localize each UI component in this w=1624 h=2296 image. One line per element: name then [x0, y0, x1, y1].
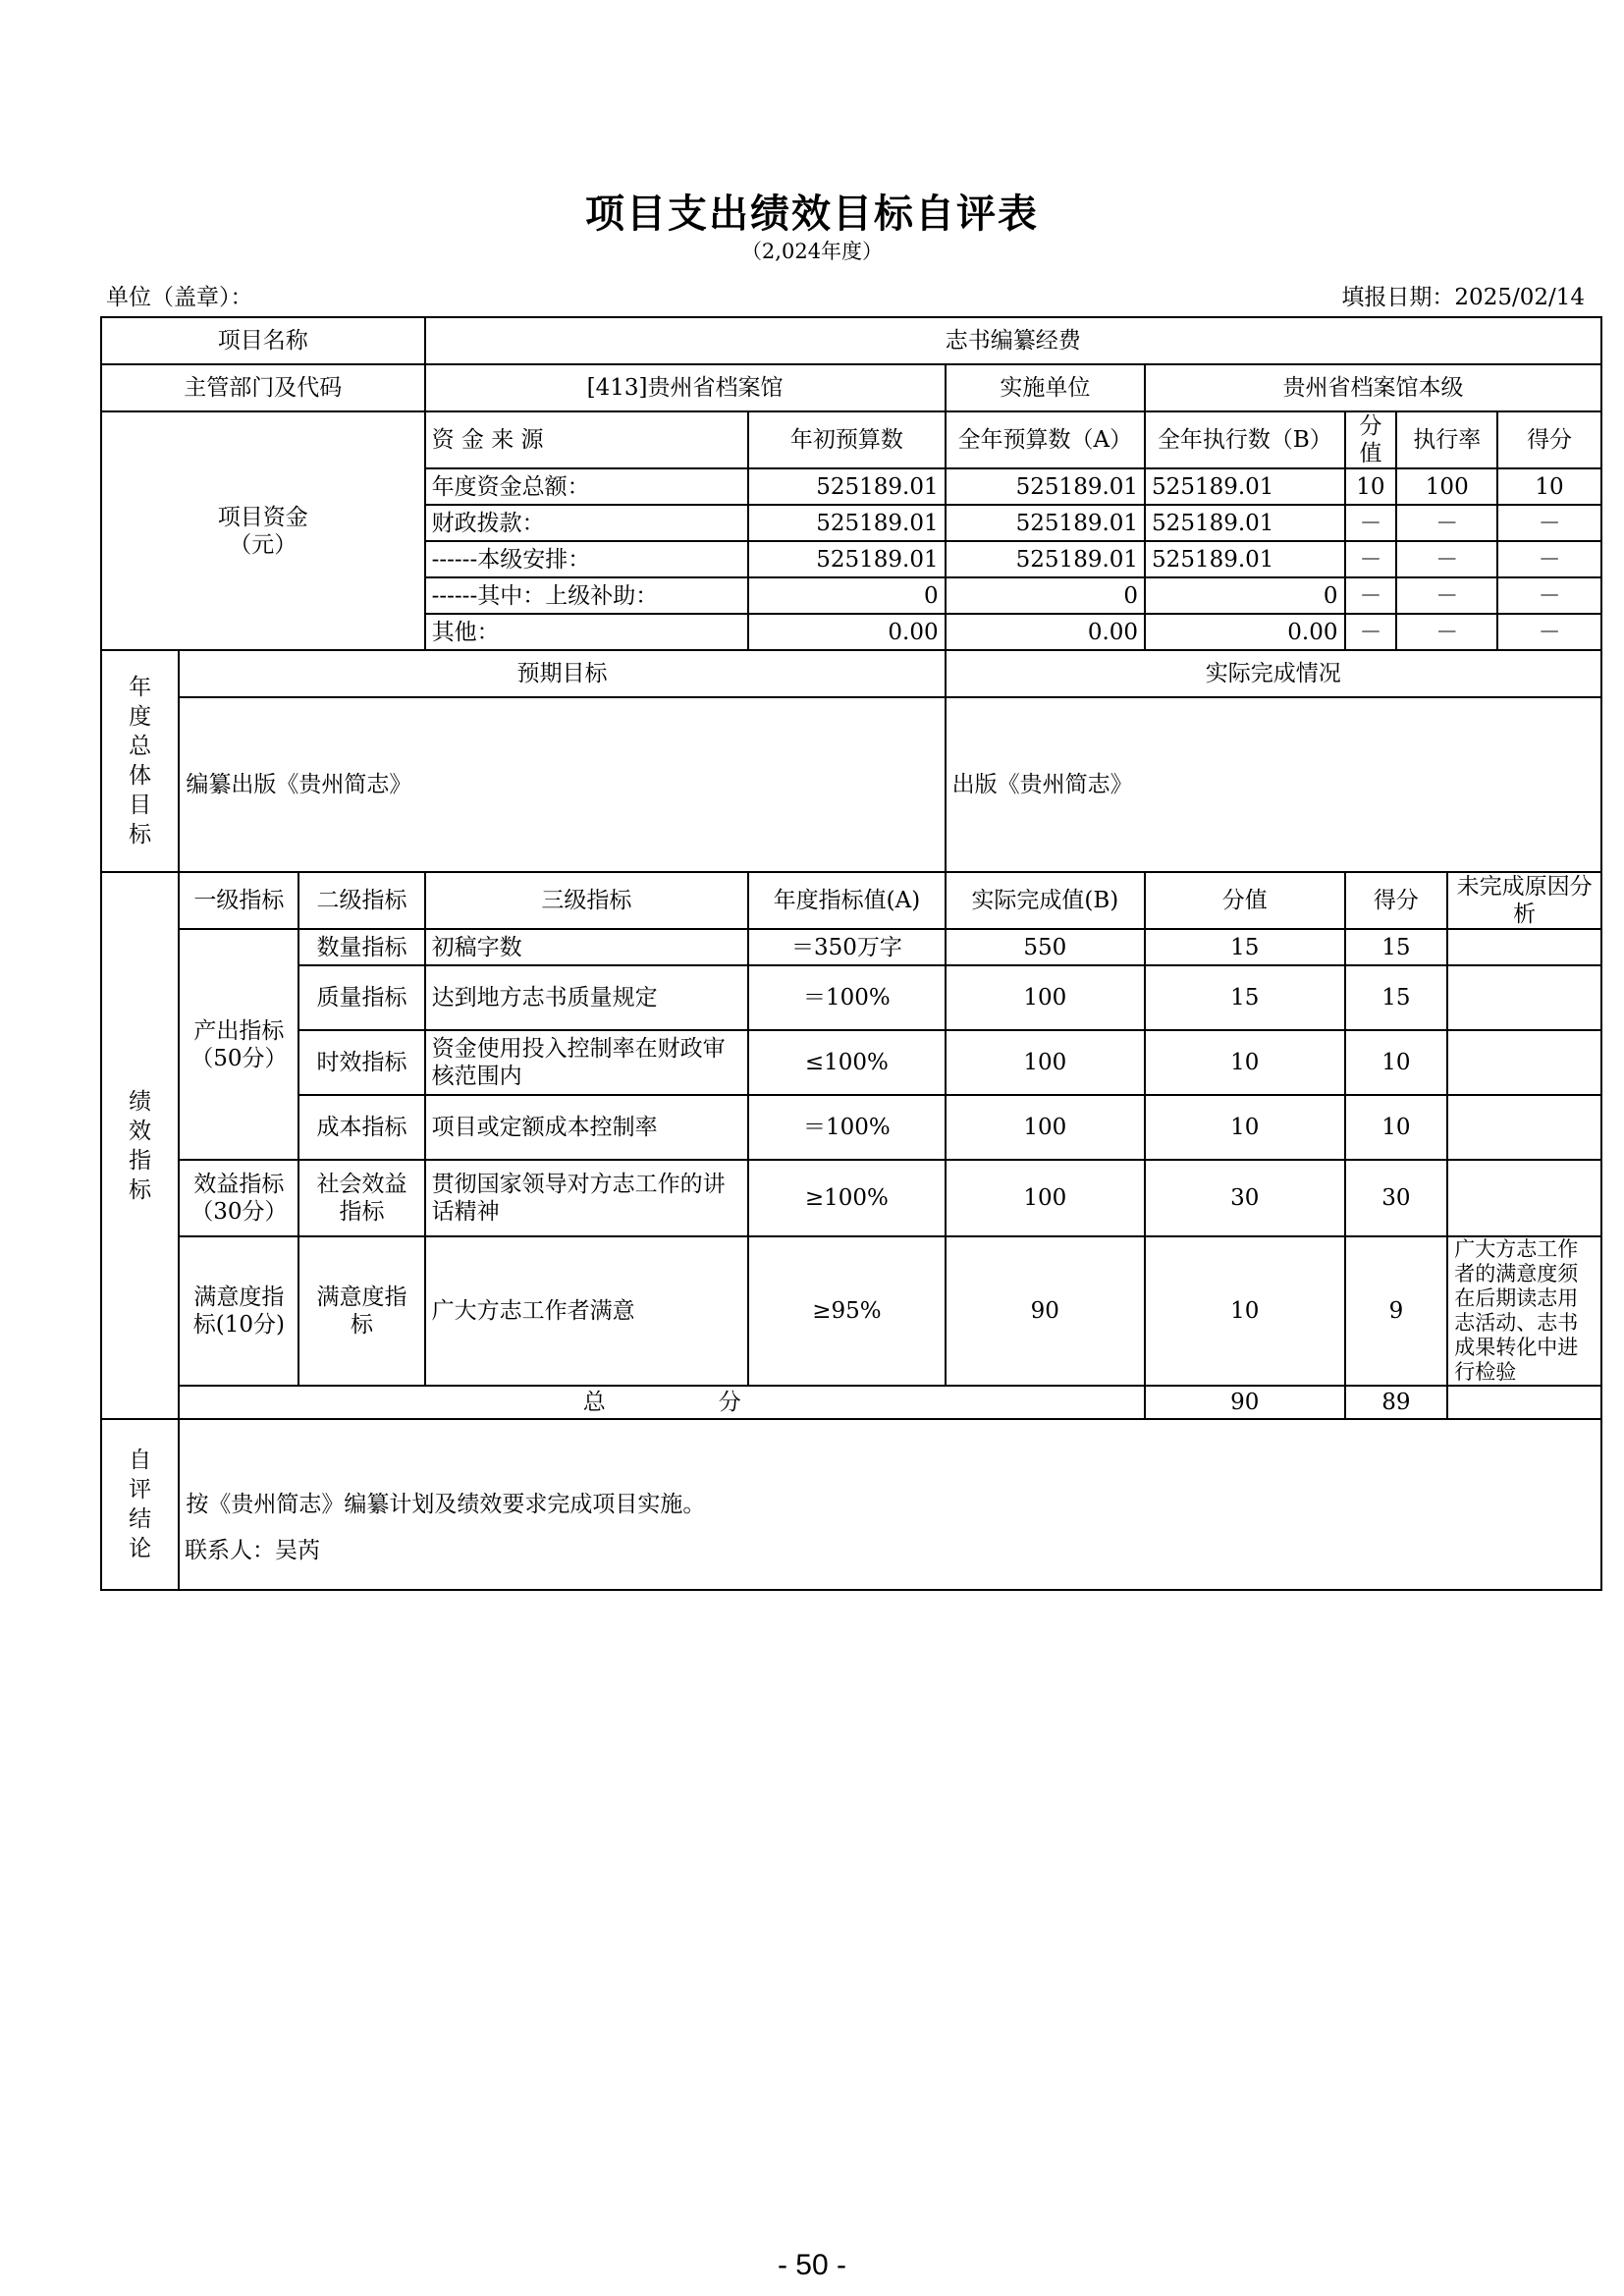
project-name-value: 志书编纂经费: [425, 317, 1601, 364]
perf-reason: [1447, 1095, 1601, 1160]
perf-actual: 100: [946, 1030, 1145, 1095]
benefit-group-label: [179, 1160, 298, 1236]
funds-score: －: [1497, 577, 1601, 614]
funds-header-rate: 执行率: [1396, 411, 1497, 468]
total-empty: [1447, 1386, 1601, 1419]
perf-level2: [298, 1236, 424, 1386]
perf-score: 9: [1345, 1236, 1448, 1386]
funds-initial: 0: [748, 577, 945, 614]
annual-goal-header-row: [101, 650, 1601, 697]
perf-score: 15: [1345, 929, 1448, 965]
funds-executed: 525189.01: [1145, 505, 1344, 541]
total-row: [101, 1386, 1601, 1419]
perf-level3: 广大方志工作者满意: [425, 1236, 749, 1386]
conclusion-row: [101, 1419, 1601, 1590]
department-label: 主管部门及代码: [101, 364, 425, 411]
funds-source: ------本级安排：: [425, 541, 749, 577]
perf-target: ＝100%: [748, 965, 945, 1030]
funds-score-value: 10: [1345, 468, 1397, 505]
funds-label: 项目资金: [217, 504, 308, 530]
perf-target: ≥95%: [748, 1236, 945, 1386]
perf-score-value: 10: [1145, 1030, 1344, 1095]
funds-executed: 0: [1145, 577, 1344, 614]
perf-level3: 项目或定额成本控制率: [425, 1095, 749, 1160]
funds-annual: 0.00: [946, 614, 1145, 650]
perf-header-score-value: 分值: [1145, 872, 1344, 929]
perf-target: ＝100%: [748, 1095, 945, 1160]
funds-unit: （元）: [229, 531, 298, 558]
performance-row: [101, 929, 1601, 965]
funds-executed: 525189.01: [1145, 541, 1344, 577]
perf-header-level1: 一级指标: [179, 872, 298, 929]
perf-header-level3: 三级指标: [425, 872, 749, 929]
perf-header-actual: 实际完成值(B): [946, 872, 1145, 929]
funds-score: －: [1497, 505, 1601, 541]
evaluation-table: [100, 316, 1602, 1591]
perf-level2: 数量指标: [298, 929, 424, 965]
perf-level3: 资金使用投入控制率在财政审核范围内: [425, 1030, 749, 1095]
satisfaction-group-text: 满意度指标(10分): [192, 1285, 285, 1338]
perf-level2: 质量指标: [298, 965, 424, 1030]
perf-score-value: 10: [1145, 1095, 1344, 1160]
page-number: - 50 -: [777, 2249, 847, 2281]
perf-target: ＝350万字: [748, 929, 945, 965]
perf-score-value: 15: [1145, 965, 1344, 1030]
perf-score: 10: [1345, 1030, 1448, 1095]
output-group-label: [179, 929, 298, 1160]
perf-reason: [1447, 1160, 1601, 1236]
performance-label-text: 绩效指标: [129, 1088, 152, 1203]
funds-score: 10: [1497, 468, 1601, 505]
funds-header-row: [101, 411, 1601, 468]
funds-header-initial: 年初预算数: [748, 411, 945, 468]
perf-score-value: 30: [1145, 1160, 1344, 1236]
perf-reason: 广大方志工作者的满意度须在后期读志用志活动、志书成果转化中进行检验: [1447, 1236, 1601, 1386]
funds-executed: 0.00: [1145, 614, 1344, 650]
perf-level3: 达到地方志书质量规定: [425, 965, 749, 1030]
output-group-text: 产出指标（50分）: [190, 1017, 288, 1071]
performance-row: [101, 1030, 1601, 1095]
perf-level2-text: 满意度指标: [316, 1285, 407, 1338]
perf-level2: 时效指标: [298, 1030, 424, 1095]
funds-section-label: [101, 411, 425, 650]
performance-row: [101, 1160, 1601, 1236]
perf-level2: [298, 1160, 424, 1236]
perf-level3: 初稿字数: [425, 929, 749, 965]
department-value: [413]贵州省档案馆: [425, 364, 946, 411]
total-label: 总 分: [179, 1386, 1145, 1419]
funds-score-value: －: [1345, 614, 1397, 650]
conclusion-text: 按《贵州简志》编纂计划及绩效要求完成项目实施。: [179, 1419, 1601, 1590]
funds-annual: 525189.01: [946, 505, 1145, 541]
page-title: 项目支出绩效目标自评表: [585, 191, 1039, 237]
funds-header-executed: 全年执行数（B）: [1145, 411, 1344, 468]
perf-header-target: 年度指标值(A): [748, 872, 945, 929]
perf-score: 15: [1345, 965, 1448, 1030]
perf-level2: 成本指标: [298, 1095, 424, 1160]
perf-reason: [1447, 1030, 1601, 1095]
total-score-value: 90: [1145, 1386, 1344, 1419]
perf-actual: 100: [946, 1095, 1145, 1160]
perf-level3: 贯彻国家领导对方志工作的讲话精神: [425, 1160, 749, 1236]
funds-source: ------其中：上级补助：: [425, 577, 749, 614]
funds-rate: －: [1396, 577, 1497, 614]
implementing-unit-value: 贵州省档案馆本级: [1145, 364, 1601, 411]
actual-goal-header: 实际完成情况: [946, 650, 1601, 697]
perf-reason: [1447, 929, 1601, 965]
expected-goal-text: 编纂出版《贵州简志》: [179, 697, 945, 872]
funds-rate: －: [1396, 505, 1497, 541]
funds-rate: －: [1396, 614, 1497, 650]
perf-actual: 550: [946, 929, 1145, 965]
fill-date: 填报日期：2025/02/14: [1341, 285, 1585, 310]
perf-actual: 90: [946, 1236, 1145, 1386]
perf-actual: 100: [946, 965, 1145, 1030]
perf-score: 10: [1345, 1095, 1448, 1160]
funds-initial: 0.00: [748, 614, 945, 650]
page-subtitle: （2,024年度）: [740, 240, 884, 263]
funds-source: 财政拨款：: [425, 505, 749, 541]
perf-header-level2: 二级指标: [298, 872, 424, 929]
benefit-group-text: 效益指标（30分）: [190, 1172, 288, 1225]
funds-header-score-value: 分值: [1345, 411, 1397, 468]
performance-header-row: [101, 872, 1601, 929]
perf-header-reason: 未完成原因分析: [1447, 872, 1601, 929]
project-name-row: [101, 317, 1601, 364]
funds-source: 年度资金总额：: [425, 468, 749, 505]
expected-goal-header: 预期目标: [179, 650, 945, 697]
perf-reason: [1447, 965, 1601, 1030]
funds-initial: 525189.01: [748, 505, 945, 541]
conclusion-label-text: 自评结论: [129, 1448, 152, 1561]
funds-annual: 525189.01: [946, 468, 1145, 505]
performance-row: [101, 1095, 1601, 1160]
performance-row: [101, 1236, 1601, 1386]
unit-label: 单位（盖章）：: [106, 285, 253, 310]
performance-label: [101, 872, 179, 1419]
funds-header-score: 得分: [1497, 411, 1601, 468]
perf-target: ≥100%: [748, 1160, 945, 1236]
funds-rate: 100: [1396, 468, 1497, 505]
funds-executed: 525189.01: [1145, 468, 1344, 505]
perf-score-value: 15: [1145, 929, 1344, 965]
funds-initial: 525189.01: [748, 541, 945, 577]
funds-source: 其他：: [425, 614, 749, 650]
funds-annual: 525189.01: [946, 541, 1145, 577]
funds-header-annual: 全年预算数（A）: [946, 411, 1145, 468]
total-score: 89: [1345, 1386, 1448, 1419]
department-row: [101, 364, 1601, 411]
implementing-unit-label: 实施单位: [946, 364, 1145, 411]
funds-score: －: [1497, 541, 1601, 577]
funds-header-source: 资 金 来 源: [425, 411, 749, 468]
project-name-label: 项目名称: [101, 317, 425, 364]
annual-goal-row: [101, 697, 1601, 872]
annual-goal-label: [101, 650, 179, 872]
funds-initial: 525189.01: [748, 468, 945, 505]
performance-row: [101, 965, 1601, 1030]
perf-score-value: 10: [1145, 1236, 1344, 1386]
funds-score-value: －: [1345, 541, 1397, 577]
perf-actual: 100: [946, 1160, 1145, 1236]
perf-score: 30: [1345, 1160, 1448, 1236]
annual-goal-label-text: 年度总体目标: [129, 675, 152, 847]
funds-rate: －: [1396, 541, 1497, 577]
funds-annual: 0: [946, 577, 1145, 614]
conclusion-label: [101, 1419, 179, 1590]
satisfaction-group-label: [179, 1236, 298, 1386]
actual-goal-text: 出版《贵州简志》: [946, 697, 1601, 872]
funds-score: －: [1497, 614, 1601, 650]
perf-target: ≤100%: [748, 1030, 945, 1095]
perf-header-score: 得分: [1345, 872, 1448, 929]
funds-score-value: －: [1345, 505, 1397, 541]
funds-score-value: －: [1345, 577, 1397, 614]
perf-level2-text: 社会效益指标: [316, 1172, 407, 1225]
contact-person: 联系人：吴芮: [185, 1538, 320, 1563]
